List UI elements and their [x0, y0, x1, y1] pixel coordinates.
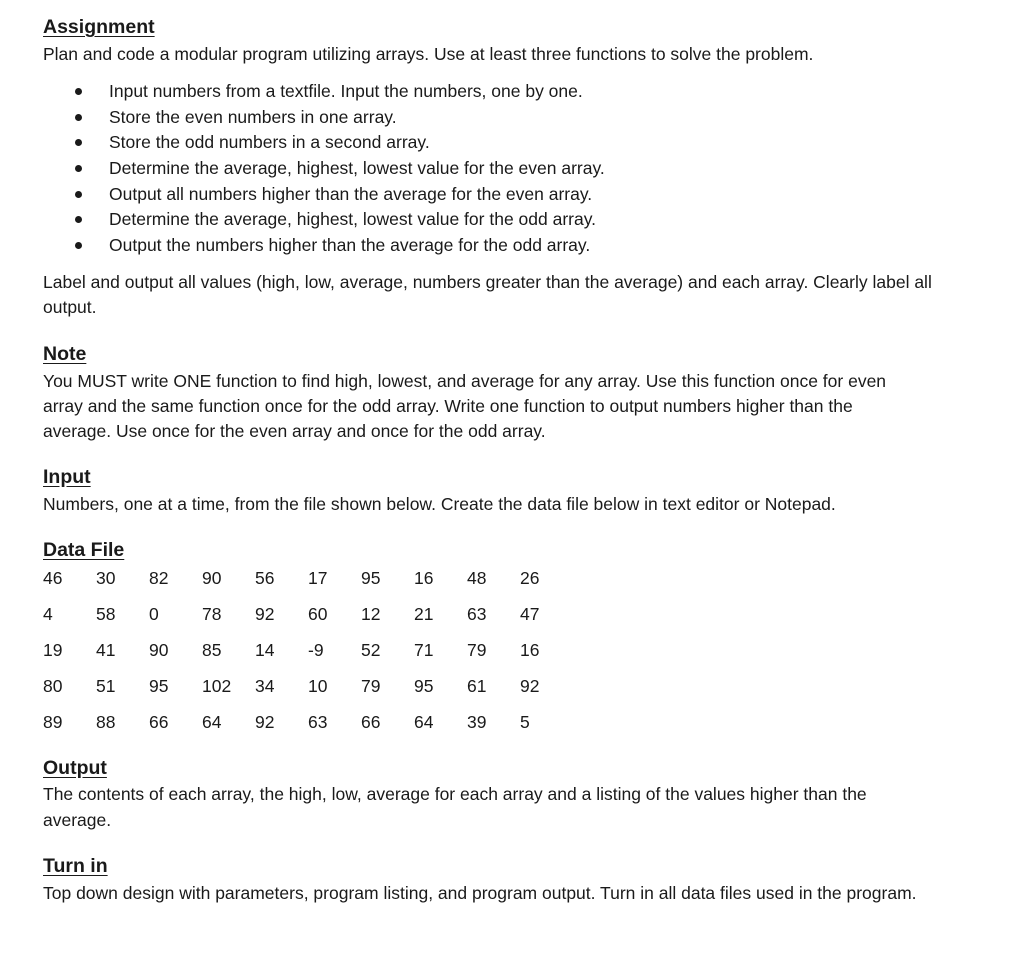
bullet-icon [75, 191, 82, 198]
list-item: Store the even numbers in one array. [43, 105, 605, 131]
bullet-icon [75, 242, 82, 249]
data-value: 51 [96, 676, 116, 696]
bullet-icon [75, 139, 82, 146]
data-value: 12 [361, 604, 381, 624]
data-value: 92 [255, 712, 275, 732]
data-value: 60 [308, 604, 328, 624]
data-value: 82 [149, 568, 169, 588]
data-value: 85 [202, 640, 222, 660]
data-value: 92 [520, 676, 540, 696]
assignment-intro: Plan and code a modular program utilizing arrays. Use at least three functions to solve the problem. [43, 44, 814, 64]
data-value: 4 [43, 604, 53, 624]
data-value: 10 [308, 676, 328, 696]
data-value: 64 [414, 712, 434, 732]
input-heading: Input [43, 466, 91, 488]
data-value: 52 [361, 640, 381, 660]
data-value: 17 [308, 568, 328, 588]
data-value: 102 [202, 676, 232, 696]
data-value: 58 [96, 604, 116, 624]
note-line1: You MUST write ONE function to find high, lowest, and average for any array. Use this function once for even [43, 371, 887, 391]
data-value: 79 [467, 640, 487, 660]
data-value: 64 [202, 712, 222, 732]
list-item: Output all numbers higher than the average for the even array. [43, 182, 605, 208]
data-value: 41 [96, 640, 116, 660]
label-instructions-line1: Label and output all values (high, low, average, numbers greater than the average) and each array. Clearly label all [43, 272, 932, 292]
data-value: 90 [202, 568, 222, 588]
data-value: 56 [255, 568, 275, 588]
bullet-icon [75, 216, 82, 223]
data-value: 21 [414, 604, 434, 624]
note-line3: average. Use once for the even array and once for the odd array. [43, 421, 546, 441]
data-value: 16 [520, 640, 540, 660]
data-value: 0 [149, 604, 159, 624]
label-instructions-line2: output. [43, 297, 97, 317]
data-value: 16 [414, 568, 434, 588]
list-item: Determine the average, highest, lowest value for the even array. [43, 156, 605, 182]
assignment-heading: Assignment [43, 16, 155, 38]
turn-in-text: Top down design with parameters, program listing, and program output. Turn in all data files used in the program. [43, 883, 917, 903]
data-value: 78 [202, 604, 222, 624]
data-value: 26 [520, 568, 540, 588]
data-value: -9 [308, 640, 324, 660]
data-value: 71 [414, 640, 434, 660]
output-line1: The contents of each array, the high, low, average for each array and a listing of the values higher than the [43, 784, 867, 804]
data-value: 46 [43, 568, 63, 588]
turn-in-heading: Turn in [43, 855, 108, 877]
data-value: 63 [308, 712, 328, 732]
data-value: 79 [361, 676, 381, 696]
data-value: 5 [520, 712, 530, 732]
data-value: 80 [43, 676, 63, 696]
data-value: 19 [43, 640, 63, 660]
data-value: 90 [149, 640, 169, 660]
output-heading: Output [43, 757, 107, 779]
data-value: 95 [149, 676, 169, 696]
bullet-icon [75, 88, 82, 95]
bullet-icon [75, 165, 82, 172]
note-heading: Note [43, 343, 87, 365]
list-item: Determine the average, highest, lowest value for the odd array. [43, 207, 605, 233]
data-value: 63 [467, 604, 487, 624]
data-value: 92 [255, 604, 275, 624]
data-value: 95 [361, 568, 381, 588]
data-value: 30 [96, 568, 116, 588]
data-value: 88 [96, 712, 116, 732]
data-value: 48 [467, 568, 487, 588]
data-value: 89 [43, 712, 63, 732]
data-value: 66 [361, 712, 381, 732]
requirements-list [43, 79, 605, 259]
list-item: Output the numbers higher than the average for the odd array. [43, 233, 605, 259]
data-file-heading: Data File [43, 539, 125, 561]
data-value: 95 [414, 676, 434, 696]
list-item: Store the odd numbers in a second array. [43, 130, 605, 156]
output-line2: average. [43, 810, 112, 830]
data-value: 47 [520, 604, 540, 624]
input-text: Numbers, one at a time, from the file shown below. Create the data file below in text editor or Notepad. [43, 494, 836, 514]
note-line2: array and the same function once for the odd array. Write one function to output numbers higher than the [43, 396, 853, 416]
list-item: Input numbers from a textfile. Input the numbers, one by one. [43, 79, 605, 105]
data-value: 66 [149, 712, 169, 732]
data-value: 39 [467, 712, 487, 732]
data-value: 34 [255, 676, 275, 696]
bullet-icon [75, 114, 82, 121]
data-value: 14 [255, 640, 275, 660]
data-value: 61 [467, 676, 487, 696]
